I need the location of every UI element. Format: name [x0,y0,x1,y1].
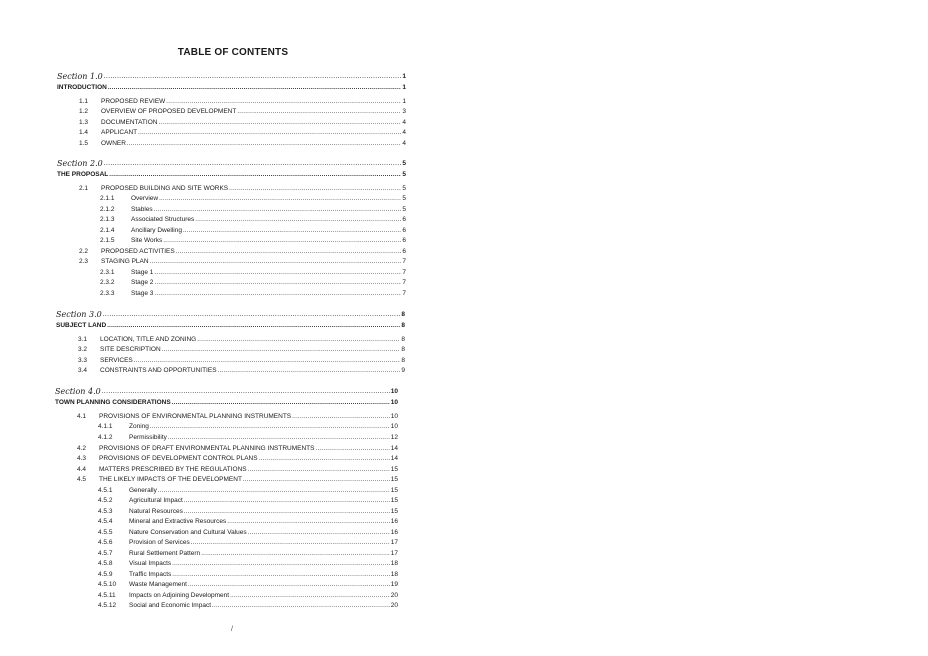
toc-entry-label: Impacts on Adjoining Development [129,592,230,599]
toc-entry-page: 7 [402,258,406,265]
toc-entry [79,183,406,193]
toc-dot-leader [162,346,401,354]
toc-entry [98,548,398,558]
toc-entry [79,138,406,148]
toc-dot-leader [154,206,402,214]
toc-entry-label: Associated Structures [131,216,195,223]
toc-entry-page: 5 [402,171,406,178]
toc-entry-page: 4 [402,129,406,136]
toc-dot-leader [191,539,390,547]
toc-entry-label: SERVICES [100,357,133,364]
toc-dot-leader [104,73,402,81]
toc-entry-page: 15 [390,497,398,504]
toc-dot-leader [163,237,401,245]
toc-dot-leader [158,487,390,495]
toc-section-heading [56,309,405,319]
toc-entry-label: PROPOSED REVIEW [101,98,166,105]
toc-entry-page: 8 [401,311,405,318]
toc-entry-number: 4.5.10 [98,581,117,588]
toc-entry-page: 5 [402,195,406,202]
toc-entry-page: 10 [390,388,398,395]
toc-entry [79,256,406,266]
toc-entry [98,569,398,579]
toc-entry-page: 1 [402,73,406,80]
toc-entry-page: 4 [402,140,406,147]
toc-entry-number: 3.2 [78,346,88,353]
toc-section-heading [57,158,406,168]
toc-dot-leader [248,466,390,474]
toc-entry-label: Overview [131,195,159,202]
toc-entry-page: 6 [402,248,406,255]
toc-entry-label: INTRODUCTION [57,84,107,91]
toc-dot-leader [248,529,390,537]
toc-entry-number: 4.4 [77,466,87,473]
toc-dot-leader [243,476,390,484]
toc-entry [78,344,405,354]
toc-entry-number: 1.5 [79,140,89,147]
toc-entry [98,516,398,526]
page-title: TABLE OF CONTENTS [177,47,289,58]
toc-entry-page: 1 [402,98,406,105]
toc-entry-label: TOWN PLANNING CONSIDERATIONS [55,399,171,406]
toc-entry-label: STAGING PLAN [101,258,149,265]
toc-entry [100,193,406,203]
toc-entry-label: PROPOSED BUILDING AND SITE WORKS [101,185,229,192]
toc-entry-number: 4.5.12 [98,602,117,609]
toc-dot-leader [104,160,402,168]
toc-dot-leader [154,290,401,298]
toc-entry-label: Section 2.0 [57,159,103,168]
toc-entry-page: 10 [390,413,398,420]
toc-entry-page: 6 [402,237,406,244]
toc-dot-leader [102,388,390,396]
toc-dot-leader [154,269,401,277]
toc-dot-leader [108,84,402,92]
toc-entry-label: Zoning [129,423,149,430]
toc-entry-label: MATTERS PRESCRIBED BY THE REGULATIONS [99,466,247,473]
toc-chapter-heading [55,397,398,407]
toc-entry-number: 2.2 [79,248,89,255]
toc-dot-leader [184,508,390,516]
toc-chapter-heading [57,82,406,92]
toc-entry-page: 14 [390,445,398,452]
toc-entry-number: 2.1.1 [100,195,115,202]
toc-entry-page: 10 [390,423,398,430]
toc-entry-label: Waste Management [129,581,187,588]
toc-chapter-heading [57,169,406,179]
toc-entry-number: 4.5.7 [98,550,113,557]
toc-entry-page: 17 [390,539,398,546]
toc-entry [78,365,405,375]
toc-entry [79,246,406,256]
toc-entry-number: 2.1 [79,185,89,192]
toc-entry-label: Ancillary Dwelling [131,227,182,234]
toc-entry-number: 2.1.5 [100,237,115,244]
toc-entry-number: 2.3.2 [100,279,115,286]
toc-dot-leader [183,227,401,235]
toc-entry-page: 7 [402,279,406,286]
toc-entry-number: 1.3 [79,119,89,126]
toc-entry-label: Agricultural Impact [129,497,183,504]
toc-entry-label: Social and Economic Impact [129,602,212,609]
toc-entry-page: 10 [390,399,398,406]
toc-entry [79,106,406,116]
toc-entry-label: Nature Conservation and Cultural Values [129,529,247,536]
toc-entry-label: Traffic Impacts [129,571,172,578]
toc-entry-page: 5 [402,185,406,192]
toc-entry-label: Mineral and Extractive Resources [129,518,227,525]
toc-entry [100,225,406,235]
toc-entry [77,464,398,474]
toc-entry-label: PROVISIONS OF DEVELOPMENT CONTROL PLANS [99,455,258,462]
toc-entry-page: 5 [402,206,406,213]
toc-entry [79,117,406,127]
toc-entry-number: 4.3 [77,455,87,462]
toc-entry-page: 19 [390,581,398,588]
toc-entry-page: 15 [390,476,398,483]
toc-entry-page: 15 [390,487,398,494]
toc-dot-leader [166,98,401,106]
toc-entry-number: 4.5.11 [98,592,116,599]
toc-entry-number: 1.2 [79,108,89,115]
toc-dot-leader [316,445,390,453]
toc-entry-number: 4.5.6 [98,539,113,546]
toc-entry-page: 8 [401,322,405,329]
toc-entry-page: 18 [390,571,398,578]
toc-entry-label: THE LIKELY IMPACTS OF THE DEVELOPMENT [99,476,242,483]
toc-entry-label: Stables [131,206,153,213]
toc-entry-page: 15 [390,466,398,473]
toc-dot-leader [127,140,401,148]
toc-entry-label: SITE DESCRIPTION [100,346,161,353]
toc-entry-number: 2.3.3 [100,290,115,297]
toc-entry-label: PROPOSED ACTIVITIES [101,248,175,255]
toc-entry [98,579,398,589]
toc-entry-page: 14 [390,455,398,462]
toc-entry [100,204,406,214]
toc-dot-leader [107,322,400,330]
toc-entry-label: LOCATION, TITLE AND ZONING [100,336,197,343]
toc-section-heading [57,71,406,81]
toc-entry [98,590,398,600]
toc-entry-page: 7 [402,290,406,297]
toc-entry [78,355,405,365]
toc-entry [77,411,398,421]
toc-entry-number: 4.5.3 [98,508,113,515]
toc-dot-leader [150,423,390,431]
toc-entry-number: 2.3 [79,258,89,265]
toc-entry-number: 4.1 [77,413,87,420]
toc-entry-number: 3.4 [78,367,88,374]
toc-entry-label: CONSTRAINTS AND OPPORTUNITIES [100,367,217,374]
toc-entry [77,443,398,453]
toc-entry [98,527,398,537]
toc-entry-page: 1 [402,84,406,91]
toc-dot-leader [168,434,390,442]
toc-entry [77,453,398,463]
toc-entry-number: 4.5.4 [98,518,113,525]
toc-entry-label: Provision of Services [129,539,190,546]
toc-entry-page: 15 [390,508,398,515]
toc-entry-number: 4.5.9 [98,571,113,578]
toc-entry [100,214,406,224]
toc-entry-page: 5 [402,160,406,167]
toc-entry-number: 3.3 [78,357,88,364]
toc-entry-label: Rural Settlement Pattern [129,550,201,557]
toc-entry-number: 4.5 [77,476,87,483]
toc-entry-page: 7 [402,269,406,276]
toc-entry [78,334,405,344]
toc-entry-number: 1.1 [79,98,89,105]
toc-entry-page: 6 [402,216,406,223]
toc-dot-leader [201,550,390,558]
toc-entry-label: Generally [129,487,157,494]
toc-dot-leader [259,455,390,463]
toc-dot-leader [138,129,401,137]
toc-dot-leader [197,336,400,344]
toc-chapter-heading [56,320,405,330]
toc-dot-leader [188,581,390,589]
toc-entry-number: 4.1.2 [98,434,113,441]
toc-entry-number: 2.1.3 [100,216,115,223]
toc-dot-leader [176,248,402,256]
toc-dot-leader [227,518,390,526]
toc-entry-number: 4.5.8 [98,560,113,567]
toc-entry [98,600,398,610]
toc-entry-label: SUBJECT LAND [56,322,107,329]
toc-entry-page: 16 [390,529,398,536]
toc-dot-leader [237,108,401,116]
toc-entry-number: 4.2 [77,445,87,452]
toc-entry-label: Stage 1 [131,269,154,276]
toc-entry [100,235,406,245]
toc-entry-page: 3 [402,108,406,115]
toc-entry-label: Stage 3 [131,290,154,297]
toc-entry-label: APPLICANT [101,129,138,136]
toc-entry-page: 4 [402,119,406,126]
toc-dot-leader [158,119,401,127]
toc-entry-label: OVERVIEW OF PROPOSED DEVELOPMENT [101,108,237,115]
toc-entry-number: 3.1 [78,336,88,343]
toc-entry-page: 12 [390,434,398,441]
toc-entry-number: 4.5.2 [98,497,113,504]
toc-entry-label: Section 4.0 [55,387,101,396]
toc-entry-page: 6 [402,227,406,234]
toc-entry-page: 18 [390,560,398,567]
toc-section-heading [55,386,398,396]
toc-entry [79,127,406,137]
toc-entry-number: 4.5.1 [98,487,113,494]
toc-entry [98,558,398,568]
toc-entry [98,432,398,442]
toc-entry-label: Site Works [131,237,163,244]
toc-entry-label: THE PROPOSAL [57,171,109,178]
toc-dot-leader [103,311,401,319]
toc-entry-number: 2.1.2 [100,206,115,213]
toc-entry-page: 8 [401,346,405,353]
toc-entry-label: Stage 2 [131,279,154,286]
toc-dot-leader [218,367,401,375]
toc-dot-leader [109,171,401,179]
toc-entry-label: Section 3.0 [56,310,102,319]
toc-entry [79,96,406,106]
toc-entry [100,288,406,298]
toc-dot-leader [229,185,401,193]
toc-entry [98,537,398,547]
toc-entry [98,485,398,495]
toc-entry-number: 1.4 [79,129,89,136]
toc-entry [100,267,406,277]
toc-dot-leader [172,560,390,568]
toc-dot-leader [150,258,402,266]
toc-entry-label: PROVISIONS OF DRAFT ENVIRONMENTAL PLANNING INSTRUMENTS [99,445,315,452]
toc-entry [98,421,398,431]
toc-dot-leader [154,279,401,287]
page-footer-mark: / [231,626,233,633]
toc-entry-label: Section 1.0 [57,72,103,81]
toc-dot-leader [212,602,390,610]
toc-entry-page: 17 [390,550,398,557]
toc-entry-number: 4.1.1 [98,423,113,430]
toc-entry-page: 8 [401,357,405,364]
toc-entry-label: Permissibility [129,434,167,441]
toc-dot-leader [159,195,401,203]
toc-entry-label: Natural Resources [129,508,183,515]
toc-dot-leader [172,571,390,579]
toc-dot-leader [230,592,390,600]
toc-entry-page: 8 [401,336,405,343]
toc-entry-page: 9 [401,367,405,374]
toc-entry-label: PROVISIONS OF ENVIRONMENTAL PLANNING INSTRUMENTS [99,413,292,420]
toc-entry-label: Visual Impacts [129,560,172,567]
toc-dot-leader [134,357,401,365]
toc-entry-label: DOCUMENTATION [101,119,158,126]
toc-dot-leader [184,497,390,505]
toc-entry-page: 16 [390,518,398,525]
toc-entry-number: 2.3.1 [100,269,115,276]
toc-entry [98,495,398,505]
toc-dot-leader [195,216,401,224]
toc-dot-leader [172,399,390,407]
toc-entry [77,474,398,484]
toc-entry-label: OWNER [101,140,126,147]
toc-entry-page: 20 [390,602,398,609]
toc-entry [98,506,398,516]
toc-entry-number: 2.1.4 [100,227,115,234]
toc-entry [100,277,406,287]
toc-entry-number: 4.5.5 [98,529,113,536]
toc-dot-leader [292,413,390,421]
toc-entry-page: 20 [390,592,398,599]
